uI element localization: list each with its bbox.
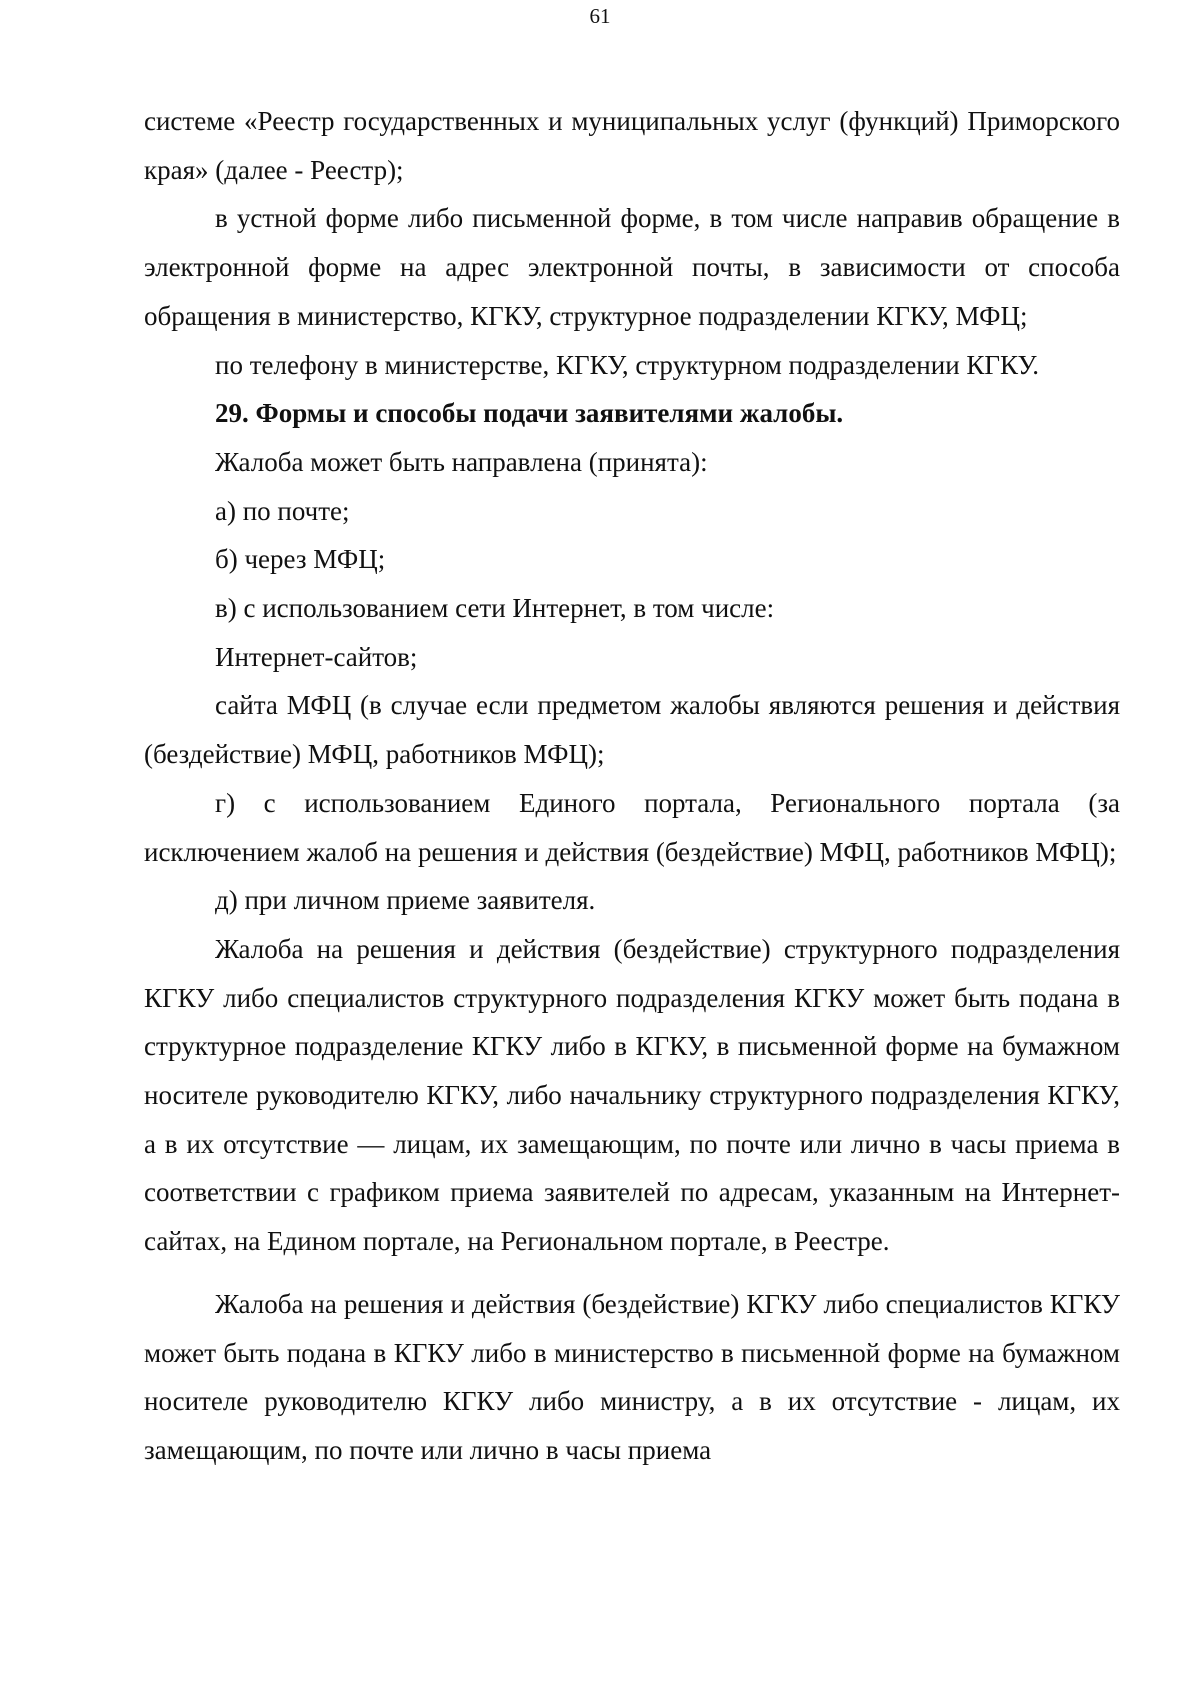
list-item-b: б) через МФЦ; bbox=[215, 544, 386, 575]
list-item-d: д) при личном приеме заявителя. bbox=[215, 885, 596, 916]
list-subitem-mfc-site: сайта МФЦ (в случае если предметом жалобы являются решения и действия (бездействие) МФЦ, работников МФЦ); bbox=[144, 690, 1120, 770]
list-item-a: а) по почте; bbox=[215, 495, 350, 526]
document-body bbox=[144, 97, 1120, 1475]
paragraph-complaint-kgku: Жалоба на решения и действия (бездействие) КГКУ либо специалистов КГКУ может быть подана в КГКУ либо в министерство в письменной форме на бумажном носителе руководителю КГКУ либо министру, а в их отсутствие - лицам, их замещающим, по почте или лично в часы приема bbox=[144, 1288, 1120, 1465]
list-item-g: г) с использованием Единого портала, Регионального портала (за исключением жалоб на решения и действия (бездействие) МФЦ, работников МФЦ); bbox=[144, 787, 1120, 867]
paragraph-oral-written-form: в устной форме либо письменной форме, в том числе направив обращение в электронной форме на адрес электронной почты, в зависимости от способа обращения в министерство, КГКУ, структурное подразделении КГКУ, МФЦ; bbox=[144, 203, 1120, 331]
paragraph-complaint-structural-unit: Жалоба на решения и действия (бездействие) структурного подразделения КГКУ либо специалистов структурного подразделения КГКУ может быть подана в структурное подразделение КГКУ либо в КГКУ, в письменной форме на бумажном носителе руководителю КГКУ, либо начальнику структурного подразделения КГКУ, а в их отсутствие — лицам, их замещающим, по почте или лично в часы приема в соответствии с графиком приема заявителей по адресам, указанным на Интернет-сайтах, на Едином портале, на Региональном портале, в Реестре. bbox=[144, 933, 1120, 1257]
paragraph-complaint-may-be-sent: Жалоба может быть направлена (принята): bbox=[215, 446, 708, 477]
paragraph-by-phone: по телефону в министерстве, КГКУ, структурном подразделении КГКУ. bbox=[215, 349, 1039, 380]
list-item-v: в) с использованием сети Интернет, в том числе: bbox=[215, 593, 775, 624]
paragraph-registry-continuation: системе «Реестр государственных и муниципальных услуг (функций) Приморского края» (далее - Реестр); bbox=[144, 106, 1120, 185]
page-number: 61 bbox=[589, 4, 611, 28]
section-heading-29: 29. Формы и способы подачи заявителями жалобы. bbox=[215, 398, 844, 429]
list-subitem-internet-sites: Интернет-сайтов; bbox=[215, 641, 418, 672]
